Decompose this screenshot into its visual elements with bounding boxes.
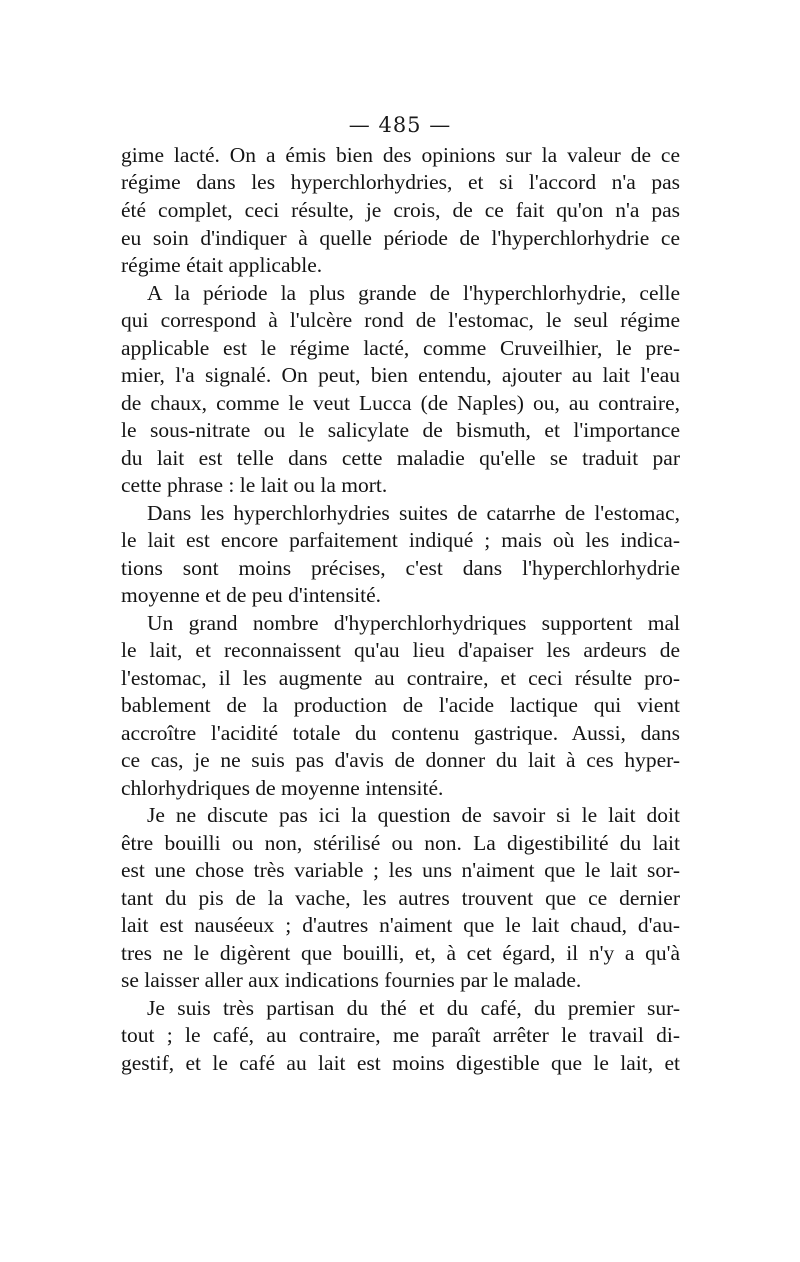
text-line: tions sont moins précises, c'est dans l'hyperchlorhydrie <box>121 556 680 580</box>
text-line: tres ne le digèrent que bouilli, et, à cet égard, il n'y a qu'à <box>121 941 680 965</box>
text-line: le lait, et reconnaissent qu'au lieu d'apaiser les ardeurs de <box>121 638 680 662</box>
text-line: qui correspond à l'ulcère rond de l'estomac, le seul régime <box>121 308 680 332</box>
text-line: régime était applicable. <box>121 253 323 277</box>
text-line: eu soin d'indiquer à quelle période de l'hyperchlorhydrie ce <box>121 226 680 250</box>
text-line: lait est nauséeux ; d'autres n'aiment que le lait chaud, d'au- <box>121 913 680 937</box>
text-line: tant du pis de la vache, les autres trouvent que ce dernier <box>121 886 680 910</box>
text-line: été complet, ceci résulte, je crois, de ce fait qu'on n'a pas <box>121 198 680 222</box>
text-line: cette phrase : le lait ou la mort. <box>121 473 388 497</box>
text-line: moyenne et de peu d'intensité. <box>121 583 382 607</box>
text-line: Je ne discute pas ici la question de savoir si le lait doit <box>147 803 680 827</box>
text-line: gestif, et le café au lait est moins digestible que le lait, et <box>121 1051 680 1075</box>
text-line: du lait est telle dans cette maladie qu'elle se traduit par <box>121 446 680 470</box>
text-line: être bouilli ou non, stérilisé ou non. La digestibilité du lait <box>121 831 680 855</box>
text-line: gime lacté. On a émis bien des opinions sur la valeur de ce <box>121 143 680 167</box>
text-line: chlorhydriques de moyenne intensité. <box>121 776 444 800</box>
text-line: l'estomac, il les augmente au contraire, et ceci résulte pro- <box>121 666 680 690</box>
text-line: régime dans les hyperchlorhydries, et si l'accord n'a pas <box>121 170 680 194</box>
text-line: le lait est encore parfaitement indiqué ; mais où les indica- <box>121 528 680 552</box>
text-line: Je suis très partisan du thé et du café, du premier sur- <box>147 996 680 1020</box>
text-line: de chaux, comme le veut Lucca (de Naples) ou, au contraire, <box>121 391 680 415</box>
text-line: tout ; le café, au contraire, me paraît arrêter le travail di- <box>121 1023 680 1047</box>
text-line: bablement de la production de l'acide lactique qui vient <box>121 693 680 717</box>
text-line: Un grand nombre d'hyperchlorhydriques supportent mal <box>147 611 680 635</box>
text-line: accroître l'acidité totale du contenu gastrique. Aussi, dans <box>121 721 680 745</box>
text-line: Dans les hyperchlorhydries suites de catarrhe de l'estomac, <box>147 501 680 525</box>
text-line: le sous-nitrate ou le salicylate de bismuth, et l'importance <box>121 418 680 442</box>
text-line: mier, l'a signalé. On peut, bien entendu, ajouter au lait l'eau <box>121 363 680 387</box>
text-line: applicable est le régime lacté, comme Cruveilhier, le pre- <box>121 336 680 360</box>
text-line: est une chose très variable ; les uns n'aiment que le lait sor- <box>121 858 680 882</box>
text-line: se laisser aller aux indications fournies par le malade. <box>121 968 582 992</box>
text-line: A la période la plus grande de l'hyperchlorhydrie, celle <box>147 281 680 305</box>
page-number: — 485 — <box>348 113 452 137</box>
text-line: ce cas, je ne suis pas d'avis de donner du lait à ces hyper- <box>121 748 680 772</box>
